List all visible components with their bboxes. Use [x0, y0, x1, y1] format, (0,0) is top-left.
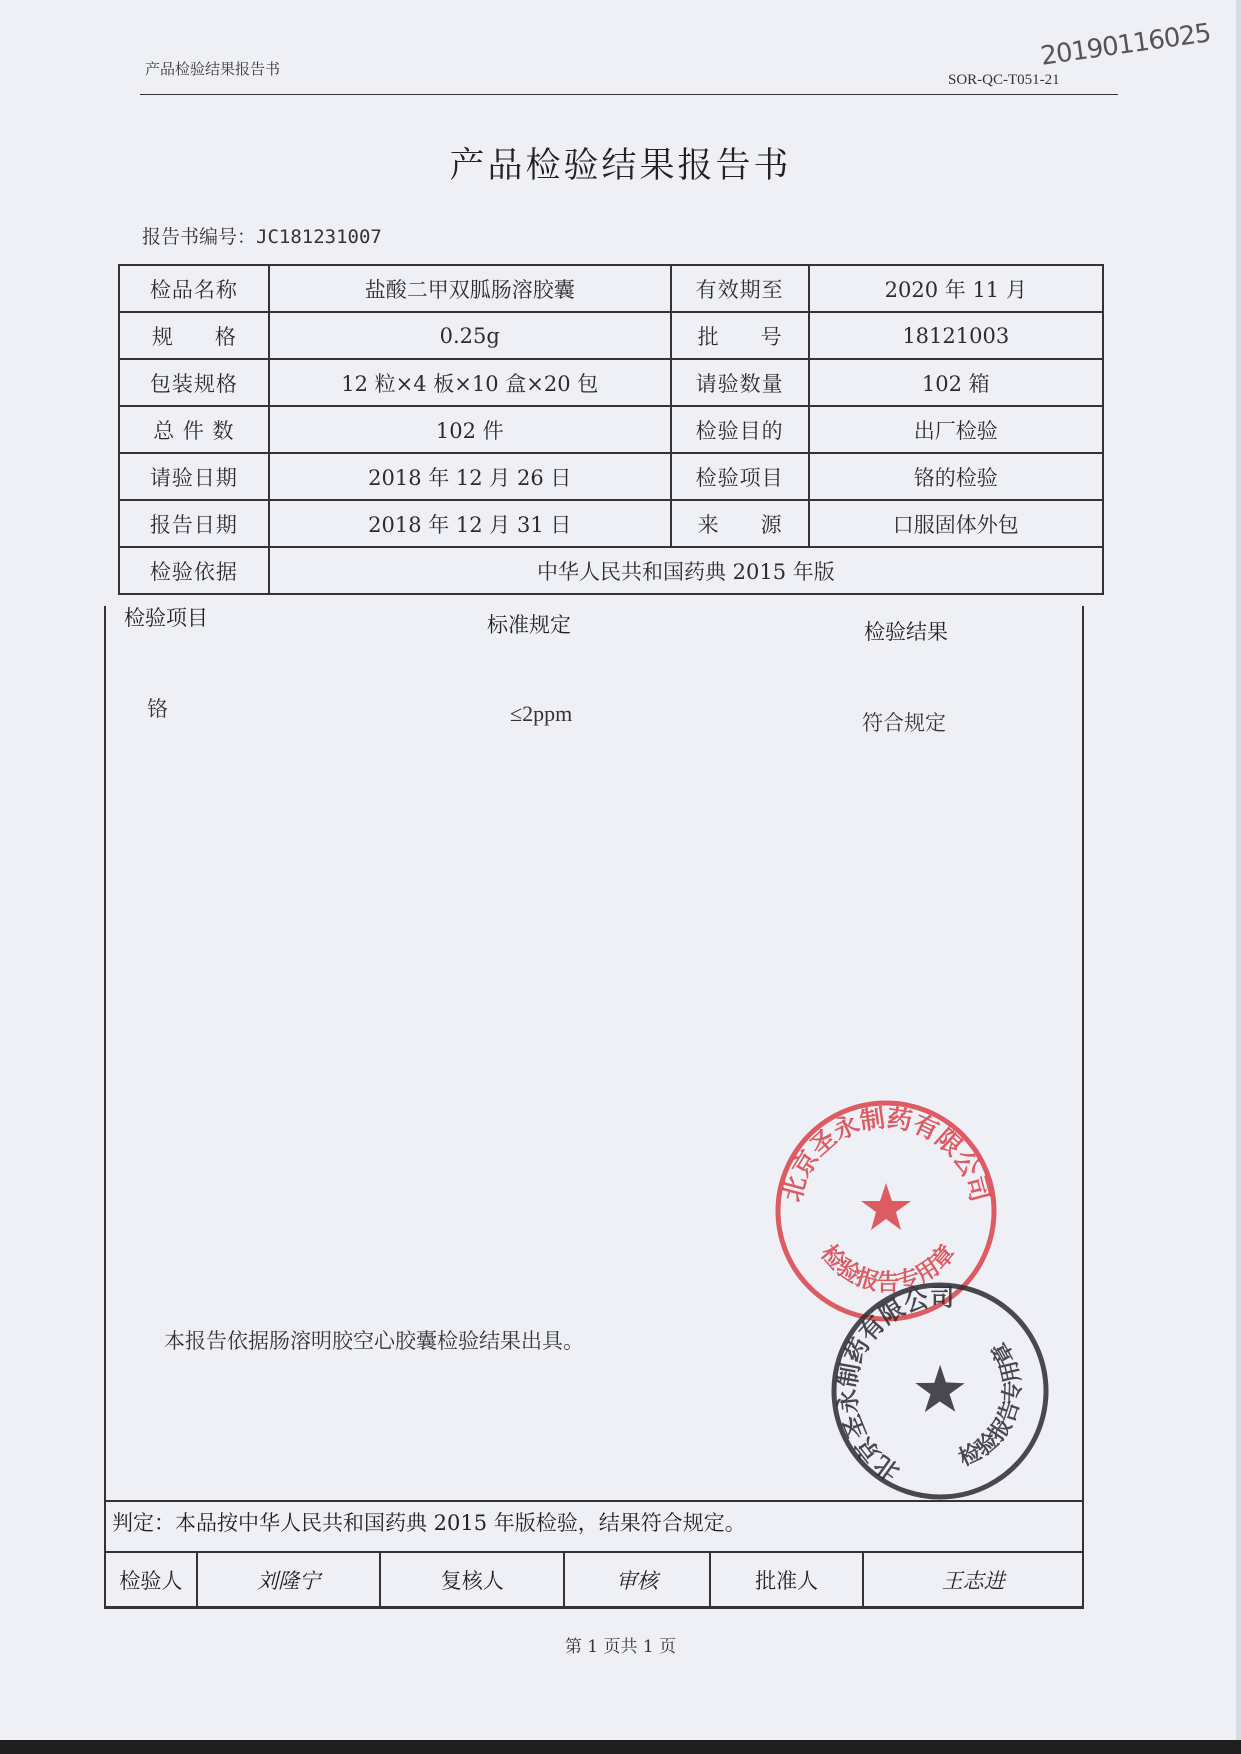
table-row [119, 312, 1103, 359]
request-qty-value: 102 箱 [809, 359, 1103, 406]
total-value: 102 件 [269, 406, 671, 453]
report-number-value: JC181231007 [256, 226, 382, 248]
request-date-label: 请验日期 [119, 453, 269, 500]
table-row [105, 1552, 1083, 1608]
total-label: 总 件 数 [119, 406, 269, 453]
report-number-label: 报告书编号： [142, 226, 257, 248]
page-title: 产品检验结果报告书 [449, 146, 792, 186]
result-standard: ≤2ppm [510, 701, 573, 726]
page-footer: 第 1 页共 1 页 [564, 1637, 677, 1657]
request-qty-label: 请验数量 [671, 359, 809, 406]
black-seal-top-text: 北京圣永制药有限公司 [833, 1283, 955, 1487]
batch-value: 18121003 [809, 312, 1103, 359]
spec-value: 0.25g [269, 312, 671, 359]
header-rule [140, 94, 1118, 95]
result-value: 符合规定 [862, 711, 946, 735]
results-header-result: 检验结果 [864, 620, 948, 644]
product-info-table [118, 264, 1104, 595]
source-label: 来 源 [671, 500, 809, 547]
report-date-label: 报告日期 [119, 500, 269, 547]
test-item-label: 检验项目 [671, 453, 809, 500]
purpose-label: 检验目的 [671, 406, 809, 453]
table-row [119, 547, 1103, 594]
black-company-seal [824, 1275, 1056, 1507]
product-name-label: 检品名称 [119, 265, 269, 312]
table-row [119, 500, 1103, 547]
result-item: 铬 [147, 697, 168, 721]
signature-table [104, 1551, 1084, 1609]
batch-label: 批 号 [671, 312, 809, 359]
report-date-value: 2018 年 12 月 31 日 [269, 500, 671, 547]
scan-edge [0, 1740, 1241, 1754]
source-value: 口服固体外包 [809, 500, 1103, 547]
approver-label: 批准人 [710, 1552, 864, 1608]
spec-label: 规 格 [119, 312, 269, 359]
results-header-item: 检验项目 [124, 606, 208, 630]
approver-signature: 王志进 [863, 1552, 1083, 1608]
header-left-title: 产品检验结果报告书 [145, 60, 281, 78]
basis-value: 中华人民共和国药典 2015 年版 [269, 547, 1103, 594]
purpose-value: 出厂检验 [809, 406, 1103, 453]
red-seal-top-text: 北京圣永制药有限公司 [777, 1103, 995, 1205]
reviewer-label: 复核人 [380, 1552, 564, 1608]
product-name-value: 盐酸二甲双胍肠溶胶囊 [269, 265, 671, 312]
reviewer-signature: 审核 [564, 1552, 710, 1608]
document-code: SOR-QC-T051-21 [948, 72, 1060, 88]
valid-until-value: 2020 年 11 月 [809, 265, 1103, 312]
table-row [119, 265, 1103, 312]
inspector-signature: 刘隆宁 [197, 1552, 381, 1608]
package-value: 12 粒×4 板×10 盒×20 包 [269, 359, 671, 406]
basis-label: 检验依据 [119, 547, 269, 594]
table-row [119, 453, 1103, 500]
test-item-value: 铬的检验 [809, 453, 1103, 500]
table-row [119, 406, 1103, 453]
valid-until-label: 有效期至 [671, 265, 809, 312]
page-edge [1236, 0, 1241, 1754]
report-note: 本报告依据肠溶明胶空心胶囊检验结果出具。 [164, 1329, 584, 1353]
table-row [119, 359, 1103, 406]
package-label: 包装规格 [119, 359, 269, 406]
black-seal-bottom-text: 检验报告专用章 [955, 1337, 1027, 1472]
svg-text:检验报告专用章 [949, 1332, 1044, 1483]
results-header-standard: 标准规定 [487, 613, 571, 637]
inspector-label: 检验人 [105, 1552, 197, 1608]
handwritten-code: 20190116025 [1038, 18, 1213, 72]
report-number [142, 222, 382, 249]
request-date-value: 2018 年 12 月 26 日 [269, 453, 671, 500]
verdict-text: 判定：本品按中华人民共和国药典 2015 年版检验，结果符合规定。 [112, 1511, 746, 1535]
red-seal-bottom-text: 检验报告专用章 [815, 1240, 961, 1297]
